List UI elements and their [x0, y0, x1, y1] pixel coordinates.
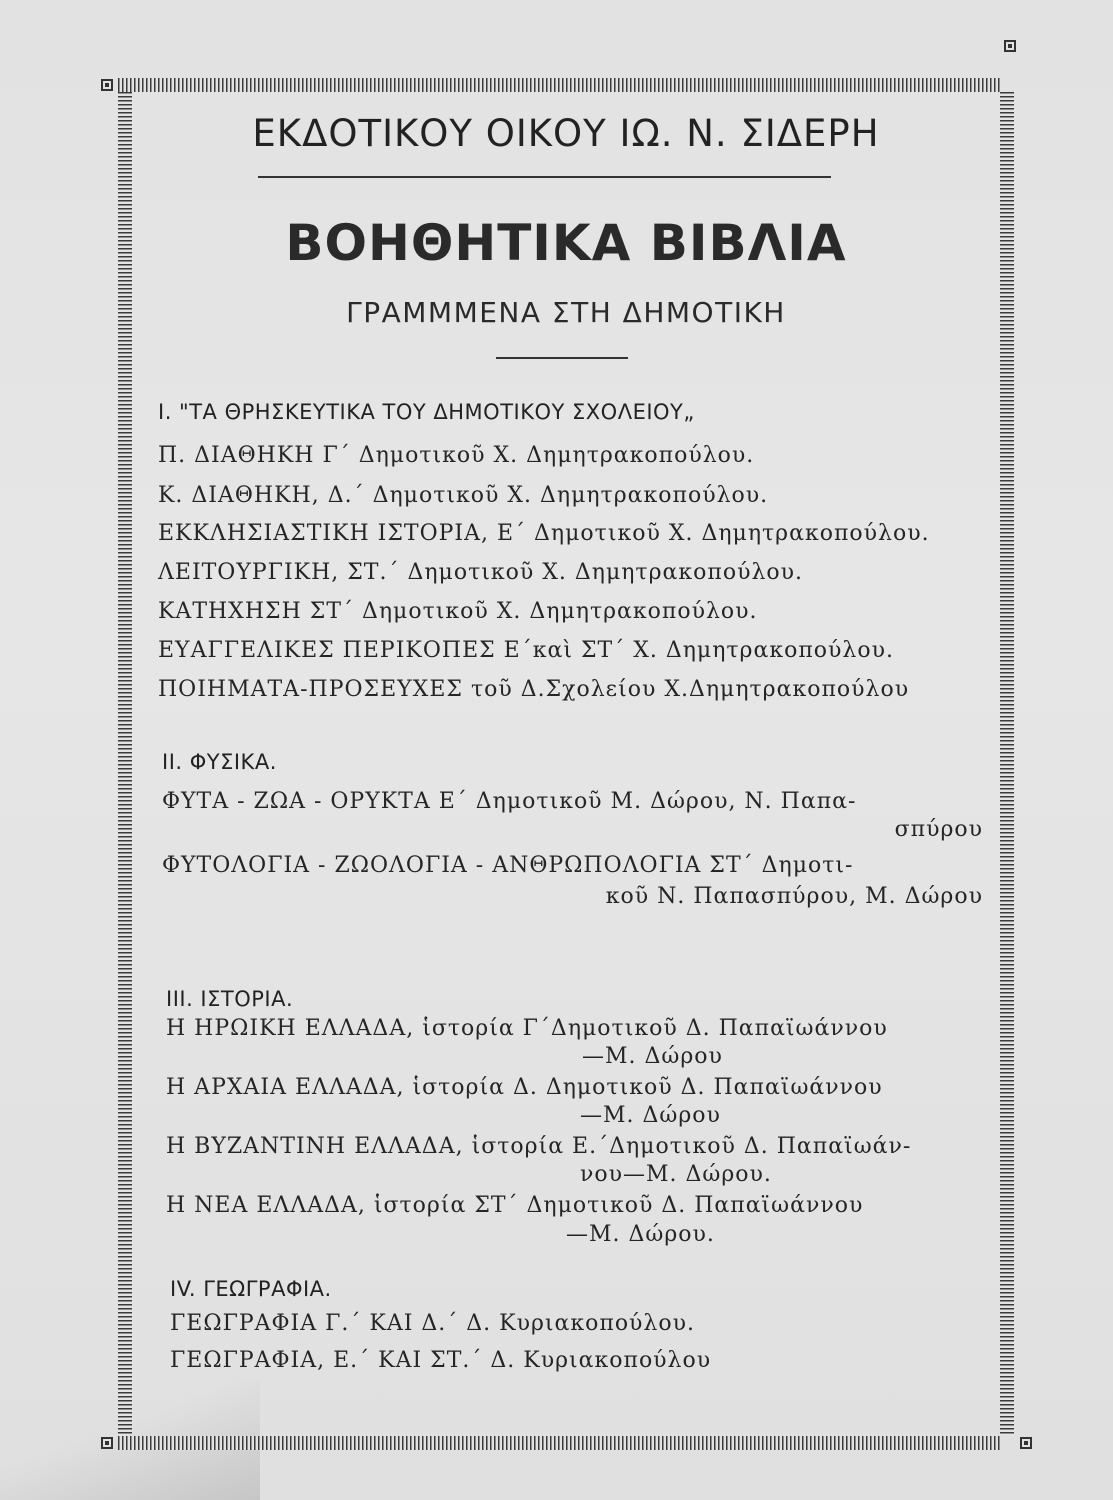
book-entry-continuation: σπύρου	[894, 817, 983, 842]
book-entry: ΚΑΤΗΧΗΣΗ ΣΤ΄ Δημοτικοῦ Χ. Δημητρακοπούλου.	[158, 599, 758, 624]
book-entry-continuation: —Μ. Δώρου	[580, 1103, 721, 1128]
book-entry-continuation: νου—Μ. Δώρου.	[580, 1162, 772, 1187]
book-entry: ΕΥΑΓΓΕΛΙΚΕΣ ΠΕΡΙΚΟΠΕΣ Ε΄καὶ ΣΤ΄ Χ. Δημητρακοπούλου.	[158, 638, 894, 663]
publisher-name: ΕΚΔΟΤΙΚΟΥ ΟΙΚΟΥ ΙΩ. Ν. ΣΙΔΕΡΗ	[252, 112, 880, 155]
book-entry: ΦΥΤΟΛΟΓΙΑ - ΖΩΟΛΟΓΙΑ - ΑΝΘΡΩΠΟΛΟΓΙΑ ΣΤ΄ Δημοτι-	[162, 853, 854, 878]
book-entry: Κ. ΔΙΑΘΗΚΗ, Δ.΄ Δημοτικοῦ Χ. Δημητρακοπούλου.	[158, 483, 769, 508]
book-entry: ΓΕΩΓΡΑΦΙΑ, Ε.΄ ΚΑΙ ΣΤ.΄ Δ. Κυριακοπούλου	[170, 1348, 712, 1373]
book-entry-continuation: —Μ. Δώρου	[582, 1044, 723, 1069]
book-entry: Η ΑΡΧΑΙΑ ΕΛΛΑΔΑ, ἱστορία Δ. Δημοτικοῦ Δ. Παπαϊωάννου	[166, 1075, 883, 1100]
book-entry: Η ΝΕΑ ΕΛΛΑΔΑ, ἱστορία ΣΤ΄ Δημοτικοῦ Δ. Παπαϊωάννου	[166, 1193, 864, 1218]
title-divider	[496, 357, 628, 359]
book-entry: Η ΗΡΩΙΚΗ ΕΛΛΑΔΑ, ἱστορία Γ΄Δημοτικοῦ Δ. Παπαϊωάννου	[166, 1016, 888, 1041]
section-heading: I. "ΤΑ ΘΡΗΣΚΕΥΤΙΚΑ ΤΟΥ ΔΗΜΟΤΙΚΟΥ ΣΧΟΛΕΙΟΥ„	[158, 400, 695, 424]
book-entry-continuation: —Μ. Δώρου.	[566, 1222, 715, 1247]
book-entry-continuation: κοῦ Ν. Παπασπύρου, Μ. Δώρου	[605, 884, 983, 909]
book-entry: ΦΥΤΑ - ΖΩΑ - ΟΡΥΚΤΑ Ε΄ Δημοτικοῦ Μ. Δώρου, Ν. Παπα-	[162, 789, 857, 814]
section-heading: II. ΦΥΣΙΚΑ.	[162, 750, 277, 774]
section-heading: III. ΙΣΤΟΡΙΑ.	[166, 987, 294, 1011]
book-entry: ΠΟΙΗΜΑΤΑ-ΠΡΟΣΕΥΧΕΣ τοῦ Δ.Σχολείου Χ.Δημητρακοπούλου	[158, 677, 910, 702]
page-title: ΒΟΗΘΗΤΙΚΑ ΒΙΒΛΙΑ	[285, 214, 847, 272]
publisher-underline	[258, 176, 831, 178]
book-entry: Π. ΔΙΑΘΗΚΗ Γ΄ Δημοτικοῦ Χ. Δημητρακοπούλου.	[158, 443, 755, 468]
book-entry: Η ΒΥΖΑΝΤΙΝΗ ΕΛΛΑΔΑ, ἱστορία Ε.΄Δημοτικοῦ Δ. Παπαϊωάν-	[166, 1134, 912, 1159]
book-entry: ΓΕΩΓΡΑΦΙΑ Γ.΄ ΚΑΙ Δ.΄ Δ. Κυριακοπούλου.	[170, 1311, 695, 1336]
book-entry: ΛΕΙΤΟΥΡΓΙΚΗ, ΣΤ.΄ Δημοτικοῦ Χ. Δημητρακοπούλου.	[158, 560, 804, 585]
page-subtitle: ΓΡΑΜΜΜΕΝΑ ΣΤΗ ΔΗΜΟΤΙΚΗ	[346, 296, 786, 329]
book-entry: ΕΚΚΛΗΣΙΑΣΤΙΚΗ ΙΣΤΟΡΙΑ, Ε΄ Δημοτικοῦ Χ. Δημητρακοπούλου.	[158, 521, 930, 546]
section-heading: IV. ΓΕΩΓΡΑΦΙΑ.	[170, 1277, 332, 1301]
